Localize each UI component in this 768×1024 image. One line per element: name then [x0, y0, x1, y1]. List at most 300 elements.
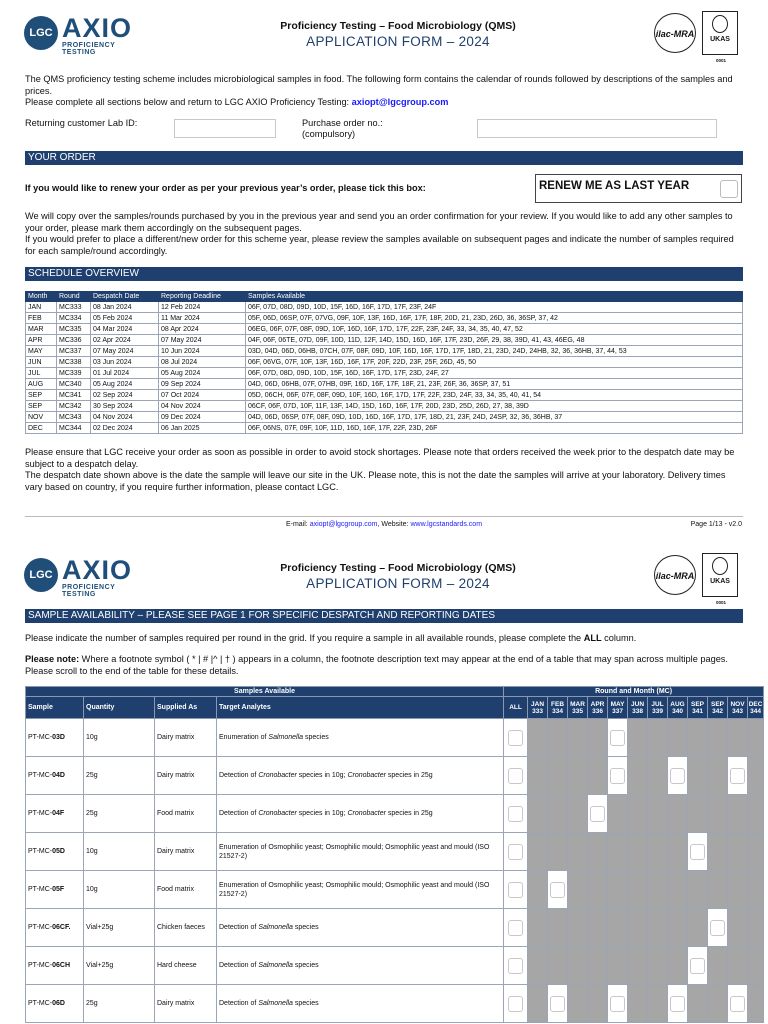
round-unavailable-cell: [668, 947, 688, 985]
round-quantity-input[interactable]: [610, 996, 625, 1012]
all-rounds-cell: [504, 871, 528, 909]
round-quantity-input[interactable]: [610, 730, 625, 746]
order-info: [25, 211, 745, 257]
schedule-row: [26, 335, 743, 346]
po-label: Purchase order no.: (compulsory): [302, 118, 383, 139]
target-analytes-cell: [217, 719, 504, 757]
round-quantity-input[interactable]: [690, 958, 705, 974]
organism-name: Salmonella: [258, 1000, 293, 1007]
table-group-header: [26, 687, 764, 697]
samples-available-cell: 06F, 07D, 08D, 09D, 10D, 15F, 16D, 16F, 17D, 17F, 23D, 24F, 27: [246, 368, 743, 379]
round-unavailable-cell: [688, 757, 708, 795]
footer-website-label: , Website:: [377, 521, 411, 528]
sample-code: 04D: [52, 772, 65, 779]
logo-tagline: PROFICIENCY TESTING: [62, 584, 116, 598]
analyte-text: Detection of: [219, 1000, 259, 1007]
round-number: 341: [692, 707, 703, 715]
quantity-cell: 10g: [84, 719, 155, 757]
month-name: SEP: [711, 700, 725, 708]
round-unavailable-cell: [648, 947, 668, 985]
round-unavailable-cell: [628, 757, 648, 795]
lgc-logo-icon: LGC: [24, 16, 58, 50]
analyte-text: species: [292, 962, 319, 969]
footer-divider: [25, 516, 743, 517]
round-quantity-input[interactable]: [610, 768, 625, 784]
schedule-row: [26, 412, 743, 423]
analyte-text: species in 10g;: [296, 772, 348, 779]
round-unavailable-cell: [588, 871, 608, 909]
round-unavailable-cell: [648, 871, 668, 909]
sample-prefix: PT-MC-: [28, 924, 53, 931]
table-column-header: [26, 697, 764, 719]
reporting-deadline-cell: 07 May 2024: [159, 335, 246, 346]
notes-line1: Please ensure that LGC receive your order as soon as possible in order to avoid stock shortages. Please note that orders received the week prior to the despatch date may be subject to a despatch delay.: [25, 447, 735, 469]
round-number: 336: [592, 707, 603, 715]
ukas-label: UKAS: [710, 36, 730, 43]
sample-code-cell: [26, 871, 84, 909]
samples-available-cell: 06F, 06NS, 07F, 09F, 10F, 11D, 16D, 16F, 17F, 22F, 23D, 26F: [246, 423, 743, 434]
round-unavailable-cell: [608, 909, 628, 947]
analyte-text: species in 25g: [385, 810, 433, 817]
round-unavailable-cell: [748, 757, 764, 795]
analyte-text: species: [303, 734, 329, 741]
round-quantity-input[interactable]: [550, 882, 565, 898]
round-cell: MC337: [57, 346, 91, 357]
intro-line2: [25, 97, 745, 109]
accreditation-logos: [654, 553, 740, 605]
round-unavailable-cell: [568, 985, 588, 1023]
all-rounds-cell: [504, 795, 528, 833]
despatch-date-cell: 02 Sep 2024: [91, 390, 159, 401]
po-input[interactable]: [477, 119, 717, 138]
month-cell: JUL: [26, 368, 57, 379]
schedule-row: [26, 324, 743, 335]
renew-checkbox[interactable]: [720, 180, 738, 198]
month-cell: SEP: [26, 401, 57, 412]
round-available-cell: [728, 757, 748, 795]
header-title-block: [230, 562, 566, 591]
all-rounds-input[interactable]: [508, 806, 523, 822]
round-unavailable-cell: [568, 833, 588, 871]
samples-available-cell: 06F, 06VG, 07F, 10F, 13F, 16D, 16F, 17F, 20F, 22D, 23F, 25F, 26D, 45, 50: [246, 357, 743, 368]
supplied-as-cell: Dairy matrix: [155, 985, 217, 1023]
round-available-cell: [548, 871, 568, 909]
samples-available-cell: 05F, 06D, 06SP, 07F, 07VG, 09F, 10F, 13F, 16D, 16F, 17F, 18F, 20D, 21, 23D, 26D, 36, 36SP, 37, 42: [246, 313, 743, 324]
analyte-text: Detection of: [219, 924, 259, 931]
accreditation-logos: [654, 11, 740, 63]
supplied-as-cell: Food matrix: [155, 871, 217, 909]
round-unavailable-cell: [688, 909, 708, 947]
schedule-row: [26, 368, 743, 379]
round-quantity-input[interactable]: [670, 768, 685, 784]
organism-name: Salmonella: [258, 924, 293, 931]
ukas-icon: [702, 553, 738, 605]
round-available-cell: [668, 757, 688, 795]
round-unavailable-cell: [568, 909, 588, 947]
round-unavailable-cell: [608, 947, 628, 985]
round-unavailable-cell: [568, 947, 588, 985]
round-unavailable-cell: [668, 909, 688, 947]
round-unavailable-cell: [648, 985, 668, 1023]
ukas-label: UKAS: [710, 578, 730, 585]
intro-line2-text: Please complete all sections below and return to LGC AXIO Proficiency Testing:: [25, 97, 352, 107]
organism-name: Cronobacter: [258, 810, 297, 817]
round-unavailable-cell: [708, 833, 728, 871]
round-unavailable-cell: [528, 909, 548, 947]
month-column-header: [708, 697, 728, 719]
schedule-row: [26, 379, 743, 390]
schedule-header-row: [26, 292, 743, 302]
round-unavailable-cell: [708, 947, 728, 985]
despatch-date-cell: 07 May 2024: [91, 346, 159, 357]
month-cell: JAN: [26, 302, 57, 313]
month-column-header: [748, 697, 764, 719]
month-name: JUL: [651, 700, 664, 708]
round-unavailable-cell: [648, 833, 668, 871]
quantity-cell: Vial+25g: [84, 947, 155, 985]
notes-text: [25, 447, 745, 493]
all-rounds-cell: [504, 833, 528, 871]
round-number: 340: [672, 707, 683, 715]
sample-code: 03D: [52, 734, 65, 741]
crown-icon: [712, 15, 728, 33]
reporting-deadline-cell: 08 Apr 2024: [159, 324, 246, 335]
month-cell: SEP: [26, 390, 57, 401]
round-cell: MC340: [57, 379, 91, 390]
round-cell: MC336: [57, 335, 91, 346]
round-unavailable-cell: [588, 719, 608, 757]
sample-code: 06CF.: [52, 924, 71, 931]
round-cell: MC333: [57, 302, 91, 313]
quantity-cell: 10g: [84, 871, 155, 909]
round-unavailable-cell: [588, 985, 608, 1023]
analyte-text: species in 10g;: [296, 810, 348, 817]
notes-line2: The despatch date shown above is the date the sample will leave our site in the UK. Please note, this is not the date the samples will arrive at your laboratory. Delivery times vary based on country, if you require further information, please contact LGC.: [25, 470, 726, 492]
sample-prefix: PT-MC-: [28, 1000, 53, 1007]
month-column-header: [648, 697, 668, 719]
sample-prefix: PT-MC-: [28, 886, 53, 893]
month-cell: NOV: [26, 412, 57, 423]
page2-header: [0, 550, 768, 605]
page1-header: [0, 8, 768, 63]
sample-code-cell: [26, 757, 84, 795]
header-subtitle: Proficiency Testing – Food Microbiology (QMS): [280, 562, 516, 574]
reporting-deadline-cell: 05 Aug 2024: [159, 368, 246, 379]
month-name: JUN: [631, 700, 645, 708]
analyte-text: species: [292, 924, 319, 931]
sample-code-cell: [26, 909, 84, 947]
round-unavailable-cell: [728, 909, 748, 947]
round-number: 342: [712, 707, 723, 715]
analyte-text: Detection of: [219, 962, 259, 969]
footer-contact: [0, 521, 768, 528]
header-title-block: [230, 20, 566, 49]
organism-name: Cronobacter: [347, 772, 386, 779]
all-rounds-cell: [504, 909, 528, 947]
analyte-text: species in 25g: [385, 772, 433, 779]
sample-code-cell: [26, 795, 84, 833]
round-quantity-input[interactable]: [550, 996, 565, 1012]
round-quantity-input[interactable]: [670, 996, 685, 1012]
schedule-row: [26, 302, 743, 313]
despatch-date-cell: 05 Aug 2024: [91, 379, 159, 390]
sample-row: [26, 833, 764, 871]
target-analytes-cell: [217, 757, 504, 795]
sample-row: [26, 795, 764, 833]
round-quantity-input[interactable]: [590, 806, 605, 822]
all-rounds-input[interactable]: [508, 768, 523, 784]
supplied-as-cell: Food matrix: [155, 795, 217, 833]
round-quantity-input[interactable]: [730, 996, 745, 1012]
schedule-row: [26, 357, 743, 368]
despatch-date-cell: 02 Apr 2024: [91, 335, 159, 346]
samples-available-cell: 03D, 04D, 06D, 06HB, 07CH, 07F, 08F, 09D, 10F, 16D, 16F, 17D, 17F, 18D, 21, 23D, 24D, 24HB, 32, 36, 36HB, 37, 44, 53: [246, 346, 743, 357]
logo-wordmark: AXIO: [62, 555, 133, 585]
all-rounds-cell: [504, 757, 528, 795]
samples-available-cell: 04F, 06F, 06TE, 07D, 09F, 10D, 11D, 12F, 14D, 15D, 16D, 16F, 17F, 23D, 26F, 29, 38, 39D, 41, 43, 46EG, 48: [246, 335, 743, 346]
schedule-row: [26, 346, 743, 357]
reporting-deadline-cell: 09 Dec 2024: [159, 412, 246, 423]
round-unavailable-cell: [528, 833, 548, 871]
round-unavailable-cell: [548, 795, 568, 833]
header-title: APPLICATION FORM – 2024: [306, 34, 490, 49]
round-unavailable-cell: [568, 795, 588, 833]
instr-text: Please indicate the number of samples required per round in the grid. If you require a sample in all available rounds, please complete the: [25, 633, 584, 643]
all-rounds-input[interactable]: [508, 920, 523, 936]
sample-prefix: PT-MC-: [28, 810, 53, 817]
round-unavailable-cell: [548, 947, 568, 985]
round-unavailable-cell: [648, 795, 668, 833]
round-unavailable-cell: [628, 795, 648, 833]
reporting-deadline-cell: 08 Jul 2024: [159, 357, 246, 368]
all-rounds-input[interactable]: [508, 844, 523, 860]
logo-wordmark: AXIO: [62, 13, 133, 43]
lab-id-input[interactable]: [174, 119, 276, 138]
column-header: Quantity: [84, 697, 155, 719]
all-rounds-input[interactable]: [508, 958, 523, 974]
round-unavailable-cell: [708, 757, 728, 795]
your-order-bar: YOUR ORDER: [25, 151, 743, 165]
target-analytes-cell: [217, 833, 504, 871]
lab-id-label: Returning customer Lab ID:: [25, 118, 138, 128]
month-cell: AUG: [26, 379, 57, 390]
sample-code: 05F: [52, 886, 65, 893]
round-unavailable-cell: [628, 909, 648, 947]
reporting-deadline-cell: 11 Mar 2024: [159, 313, 246, 324]
supplied-as-cell: Hard cheese: [155, 947, 217, 985]
round-available-cell: [708, 909, 728, 947]
month-column-header: [728, 697, 748, 719]
round-unavailable-cell: [748, 871, 764, 909]
round-unavailable-cell: [748, 833, 764, 871]
group-round-month: Round and Month (MC): [504, 687, 764, 697]
ukas-icon: [702, 11, 738, 63]
target-analytes-cell: [217, 947, 504, 985]
month-column-header: [608, 697, 628, 719]
round-unavailable-cell: [728, 795, 748, 833]
schedule-row: [26, 390, 743, 401]
column-header: Target Analytes: [217, 697, 504, 719]
month-name: NOV: [730, 700, 745, 708]
month-cell: MAR: [26, 324, 57, 335]
round-number: 339: [652, 707, 663, 715]
month-cell: APR: [26, 335, 57, 346]
sample-row: [26, 757, 764, 795]
all-rounds-input[interactable]: [508, 882, 523, 898]
order-para2: If you would prefer to place a different/new order for this scheme year, please review the samples available on subsequent pages and indicate the number of samples required for each sample/round accordingly.: [25, 234, 734, 256]
round-unavailable-cell: [528, 795, 548, 833]
round-unavailable-cell: [668, 833, 688, 871]
despatch-date-cell: 04 Nov 2024: [91, 412, 159, 423]
samples-available-cell: 06EG, 06F, 07F, 08F, 09D, 10F, 16D, 16F, 17D, 17F, 22F, 23F, 24F, 33, 34, 35, 40, 47, 52: [246, 324, 743, 335]
round-quantity-input[interactable]: [690, 844, 705, 860]
round-unavailable-cell: [648, 757, 668, 795]
round-unavailable-cell: [608, 871, 628, 909]
round-unavailable-cell: [708, 985, 728, 1023]
renew-label: RENEW ME AS LAST YEAR: [539, 180, 690, 192]
supplied-as-cell: Chicken faeces: [155, 909, 217, 947]
renew-box: [535, 174, 742, 203]
target-analytes-cell: [217, 909, 504, 947]
renew-prompt: If you would like to renew your order as per your previous year’s order, please tick this box:: [25, 183, 426, 193]
sample-code: 05D: [52, 848, 65, 855]
round-unavailable-cell: [728, 871, 748, 909]
schedule-row: [26, 423, 743, 434]
sample-row: [26, 909, 764, 947]
round-unavailable-cell: [588, 947, 608, 985]
round-quantity-input[interactable]: [730, 768, 745, 784]
round-quantity-input[interactable]: [710, 920, 725, 936]
all-rounds-cell: [504, 985, 528, 1023]
round-unavailable-cell: [528, 947, 548, 985]
reporting-deadline-cell: 07 Oct 2024: [159, 390, 246, 401]
analyte-text: Detection of: [219, 810, 259, 817]
round-unavailable-cell: [608, 833, 628, 871]
round-unavailable-cell: [568, 871, 588, 909]
despatch-date-cell: 05 Feb 2024: [91, 313, 159, 324]
round-unavailable-cell: [628, 833, 648, 871]
round-unavailable-cell: [668, 719, 688, 757]
round-cell: MC344: [57, 423, 91, 434]
reporting-deadline-cell: 06 Jan 2025: [159, 423, 246, 434]
round-unavailable-cell: [568, 719, 588, 757]
month-column-header: [588, 697, 608, 719]
round-number: 344: [750, 707, 762, 715]
despatch-date-cell: 02 Dec 2024: [91, 423, 159, 434]
month-name: AUG: [670, 700, 685, 708]
round-number: 343: [732, 707, 743, 715]
sample-code-cell: [26, 985, 84, 1023]
all-rounds-cell: [504, 719, 528, 757]
analyte-text: species: [292, 1000, 319, 1007]
page2-instructions: [25, 633, 745, 645]
month-name: JAN: [531, 700, 545, 708]
all-rounds-input[interactable]: [508, 996, 523, 1012]
target-analytes-cell: [217, 871, 504, 909]
all-rounds-input[interactable]: [508, 730, 523, 746]
footer-email-link[interactable]: axiopt@lgcgroup.com: [309, 521, 378, 528]
header-subtitle: Proficiency Testing – Food Microbiology (QMS): [280, 20, 516, 32]
round-unavailable-cell: [708, 871, 728, 909]
round-unavailable-cell: [608, 795, 628, 833]
month-name: MAR: [570, 700, 585, 708]
schedule-table: [25, 291, 743, 434]
round-cell: MC339: [57, 368, 91, 379]
round-unavailable-cell: [688, 871, 708, 909]
quantity-cell: Vial+25g: [84, 909, 155, 947]
round-number: 337: [612, 707, 623, 715]
intro-email-link[interactable]: axiopt@lgcgroup.com: [351, 97, 449, 107]
sample-code-cell: [26, 719, 84, 757]
column-header: ALL: [504, 697, 528, 719]
round-unavailable-cell: [728, 947, 748, 985]
round-unavailable-cell: [588, 909, 608, 947]
round-unavailable-cell: [748, 909, 764, 947]
round-available-cell: [588, 795, 608, 833]
month-column-header: [548, 697, 568, 719]
footer-website-link[interactable]: www.lgcstandards.com: [410, 521, 483, 528]
round-available-cell: [608, 757, 628, 795]
supplied-as-cell: Dairy matrix: [155, 757, 217, 795]
schedule-column-header: Month: [26, 292, 57, 302]
column-header: Supplied As: [155, 697, 217, 719]
schedule-bar: SCHEDULE OVERVIEW: [25, 267, 743, 281]
note-text: Where a footnote symbol ( * | # |^ | † ) appears in a column, the footnote description text may appear at the end of a table that may span across multiple pages. Please scroll to the end of the table for these details.: [25, 654, 728, 676]
month-name: SEP: [691, 700, 705, 708]
ilac-mra-icon: ilac-MRA: [654, 13, 696, 53]
month-column-header: [688, 697, 708, 719]
sample-code-cell: [26, 947, 84, 985]
order-para1: We will copy over the samples/rounds purchased by you in the previous year and send you an order confirmation for your review. If you would like to add any other samples to your order, please mark them accordingly on the subsequent pages.: [25, 211, 733, 233]
sample-code: 04F: [52, 810, 65, 817]
sample-row: [26, 871, 764, 909]
sample-code: 06CH: [52, 962, 71, 969]
quantity-cell: 25g: [84, 985, 155, 1023]
quantity-cell: 25g: [84, 795, 155, 833]
instr-all: ALL: [583, 633, 602, 643]
round-unavailable-cell: [548, 833, 568, 871]
round-unavailable-cell: [548, 757, 568, 795]
round-unavailable-cell: [628, 985, 648, 1023]
column-header: Sample: [26, 697, 84, 719]
samples-available-cell: 06CF, 06F, 07D, 10F, 11F, 13F, 14D, 15D, 16D, 16F, 17F, 20D, 23D, 25D, 26D, 27, 38, 39D: [246, 401, 743, 412]
month-column-header: [528, 697, 548, 719]
sample-code-cell: [26, 833, 84, 871]
organism-name: Cronobacter: [258, 772, 297, 779]
quantity-cell: 10g: [84, 833, 155, 871]
round-unavailable-cell: [688, 719, 708, 757]
note-label: Please note:: [25, 654, 80, 664]
analyte-text: Enumeration of Osmophilic yeast; Osmophilic mould; Osmophilic yeast and mould (ISO 21527-2): [219, 881, 490, 898]
round-unavailable-cell: [728, 719, 748, 757]
round-unavailable-cell: [528, 985, 548, 1023]
round-unavailable-cell: [688, 985, 708, 1023]
samples-available-cell: 04D, 06D, 06HB, 07F, 07HB, 09F, 16D, 16F, 17F, 18F, 21, 23F, 26F, 36, 36SP, 37, 51: [246, 379, 743, 390]
round-cell: MC342: [57, 401, 91, 412]
despatch-date-cell: 30 Sep 2024: [91, 401, 159, 412]
month-column-header: [628, 697, 648, 719]
lgc-axio-logo: [24, 14, 144, 54]
round-unavailable-cell: [748, 795, 764, 833]
target-analytes-cell: [217, 795, 504, 833]
month-name: MAY: [610, 700, 625, 708]
organism-name: Salmonella: [258, 962, 293, 969]
round-cell: MC335: [57, 324, 91, 335]
ukas-number: 0001: [715, 600, 726, 605]
sample-row: [26, 719, 764, 757]
group-samples-available: Samples Available: [26, 687, 504, 697]
month-column-header: [568, 697, 588, 719]
